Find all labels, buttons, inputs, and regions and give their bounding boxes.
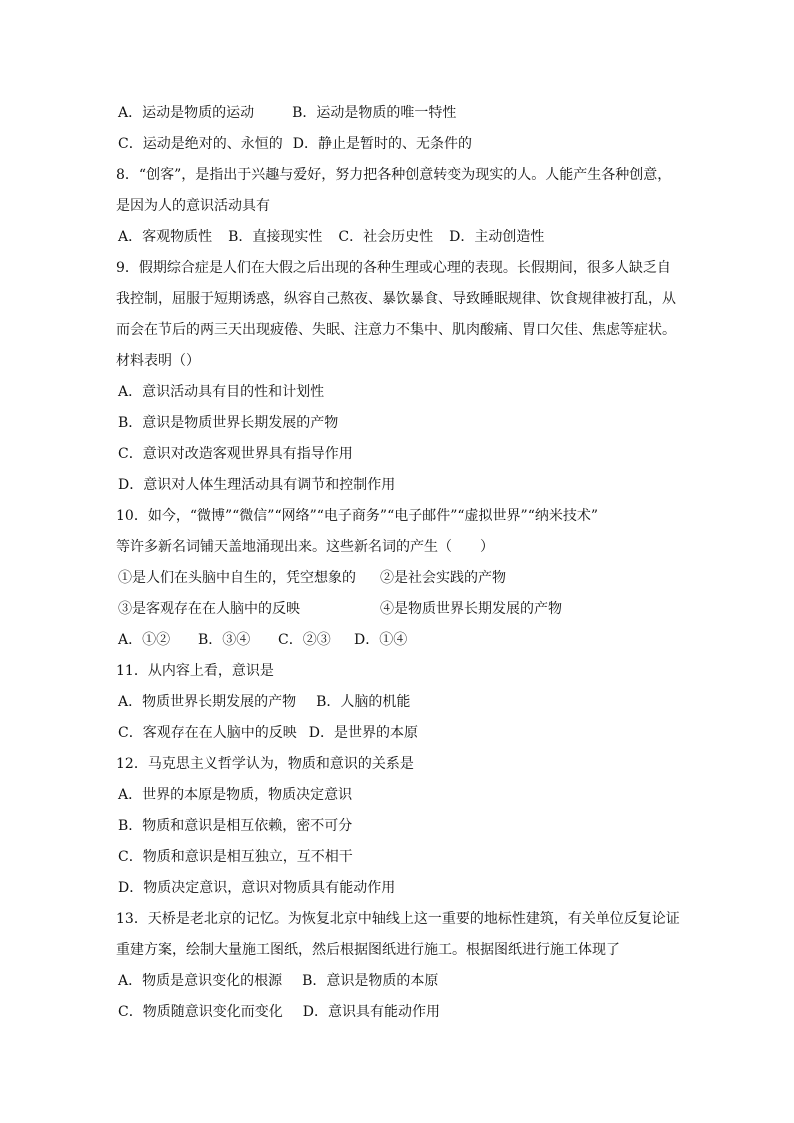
q9-stem-line-3: 而会在节后的两三天出现疲倦、失眠、注意力不集中、肌肉酸痛、胃口欠佳、焦虑等症状。 (116, 322, 676, 338)
q7-options-row-1 (118, 103, 456, 123)
q10-option-b: B．③④ (198, 632, 251, 648)
q9-stem-line-4: 材料表明（） (116, 353, 200, 369)
q10-options-row (118, 630, 407, 650)
q13-option-c: C．物质随意识变化而变化 (118, 1004, 283, 1020)
q10-items-row-1 (118, 568, 506, 588)
q9-option-d: D．意识对人体生理活动具有调节和控制作用 (118, 477, 396, 493)
q13-option-d: D．意识具有能动作用 (302, 1004, 440, 1020)
q13-option-b: B．意识是物质的本原 (302, 973, 439, 989)
q8-option-d: D．主动创造性 (449, 229, 545, 245)
q8-stem-line-1: 8．“创客”，是指出于兴趣与爱好，努力把各种创意转变为现实的人。人能产生各种创意， (116, 167, 672, 183)
q12-stem: 12．马克思主义哲学认为，物质和意识的关系是 (116, 756, 414, 772)
q8-options-row (118, 227, 544, 247)
q8-option-b: B．直接现实性 (228, 229, 323, 245)
q11-option-c: C．客观存在在人脑中的反映 (118, 725, 297, 741)
q10-item-4: ④是物质世界长期发展的产物 (380, 601, 562, 617)
q11-option-a: A．物质世界长期发展的产物 (118, 694, 297, 710)
q10-item-2: ②是社会实践的产物 (380, 570, 506, 586)
q8-option-a: A．客观物质性 (118, 229, 213, 245)
q10-stem-line-2: 等许多新名词铺天盖地涌现出来。这些新名词的产生（ ） (116, 539, 494, 555)
q12-option-c: C．物质和意识是相互独立，互不相干 (118, 849, 353, 865)
q9-option-c: C．意识对改造客观世界具有指导作用 (118, 446, 353, 462)
q11-option-b: B．人脑的机能 (316, 694, 411, 710)
q11-option-d: D．是世界的本原 (308, 725, 418, 741)
q10-option-a: A．①② (118, 632, 171, 648)
q13-option-a: A．物质是意识变化的根源 (118, 973, 283, 989)
q10-item-3: ③是客观存在在人脑中的反映 (118, 601, 300, 617)
q10-option-d: D．①④ (354, 632, 408, 648)
q13-stem-line-2: 重建方案，绘制大量施工图纸，然后根据图纸进行施工。根据图纸进行施工体现了 (116, 942, 620, 958)
q11-stem: 11．从内容上看，意识是 (116, 663, 274, 679)
q9-stem-line-2: 我控制，屈服于短期诱惑，纵容自己熬夜、暴饮暴食、导致睡眠规律、饮食规律被打乱，从 (116, 291, 676, 307)
q12-option-a: A．世界的本原是物质，物质决定意识 (118, 787, 353, 803)
q9-option-a: A．意识活动具有目的性和计划性 (118, 384, 325, 400)
q10-items-row-2 (118, 599, 562, 619)
q11-options-row-2 (118, 723, 418, 743)
q7-option-c: C．运动是绝对的、永恒的 (118, 136, 283, 152)
q10-stem-line-1: 10．如今，“微博”“微信”“网络”“电子商务”“电子邮件”“虚拟世界”“纳米技术” (116, 508, 599, 524)
q10-item-1: ①是人们在头脑中自生的，凭空想象的 (118, 570, 356, 586)
q8-stem-line-2: 是因为人的意识活动具有 (116, 198, 270, 214)
q7-option-d: D．静止是暂时的、无条件的 (292, 136, 472, 152)
q7-option-a: A．运动是物质的运动 (118, 105, 255, 121)
q12-option-d: D．物质决定意识，意识对物质具有能动作用 (118, 880, 396, 896)
q13-stem-line-1: 13．天桥是老北京的记忆。为恢复北京中轴线上这一重要的地标性建筑，有关单位反复论证 (116, 911, 680, 927)
q13-options-row-1 (118, 971, 438, 991)
q7-options-row-2 (118, 134, 472, 154)
q8-option-c: C．社会历史性 (338, 229, 434, 245)
q9-stem-line-1: 9．假期综合症是人们在大假之后出现的各种生理或心理的表现。长假期间，很多人缺乏自 (116, 260, 671, 276)
q7-option-b: B．运动是物质的唯一特性 (292, 105, 457, 121)
q10-option-c: C．②③ (278, 632, 331, 648)
q9-option-b: B．意识是物质世界长期发展的产物 (118, 415, 339, 431)
q12-option-b: B．物质和意识是相互依赖，密不可分 (118, 818, 353, 834)
q11-options-row-1 (118, 692, 410, 712)
q13-options-row-2 (118, 1002, 440, 1022)
